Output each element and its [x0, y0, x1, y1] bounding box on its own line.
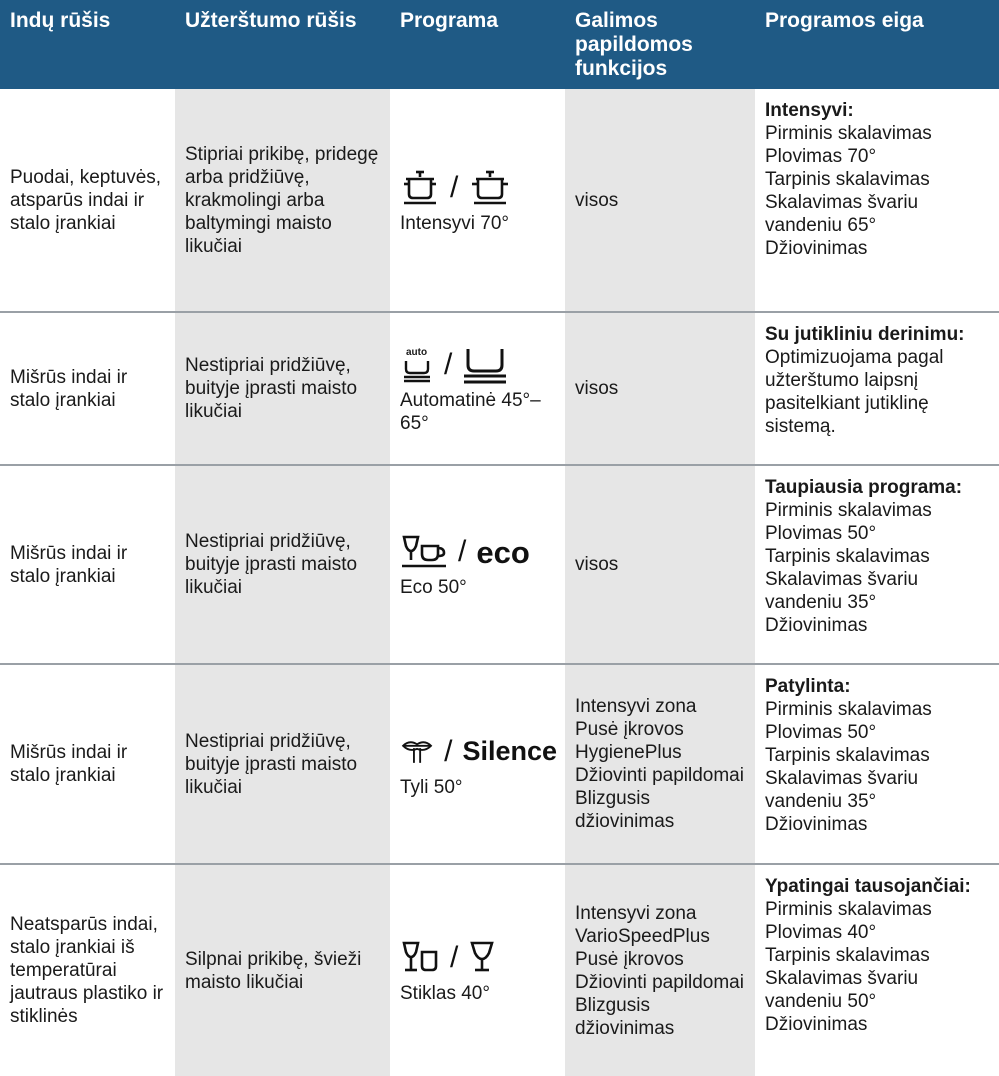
header-dish-type: Indų rūšis	[0, 0, 175, 89]
program-flow-title: Intensyvi:	[765, 100, 854, 121]
wine-glass-icon	[468, 938, 496, 978]
separator-slash: /	[450, 941, 459, 974]
function-item: Pusė įkrovos	[575, 719, 684, 740]
program-flow-title: Patylinta:	[765, 676, 851, 697]
table-row	[0, 664, 999, 864]
flow-step: Plovimas 40°	[765, 922, 877, 943]
header-program-flow: Programos eiga	[755, 0, 999, 89]
program-name: Tyli 50°	[400, 776, 463, 798]
eco-label: eco	[476, 534, 530, 570]
flow-step: Optimizuojama pagal užterštumo laipsnį pasitelkiant jutiklinę sistemą.	[765, 347, 944, 437]
functions-cell	[565, 89, 755, 312]
program-name: Stiklas 40°	[400, 983, 490, 1004]
dish-type-cell: Puodai, keptuvės, atsparūs indai ir stalo įrankiai	[0, 89, 175, 312]
auto-dish-icon	[400, 345, 434, 385]
flow-step: Plovimas 50°	[765, 523, 877, 544]
program-flow-title: Su jutikliniu derinimu:	[765, 324, 965, 345]
separator-slash: /	[450, 170, 459, 204]
soil-type-cell: Nestipriai pridžiūvę, buityje įprasti maisto likučiai	[175, 465, 390, 664]
soil-type-cell: Stipriai prikibę, pridegę arba pridžiūvę, krakmolingi arba baltymingi maisto likučiai	[175, 89, 390, 312]
flow-step: Džiovinimas	[765, 814, 868, 835]
dish-stack-icon	[462, 345, 508, 385]
table-row	[0, 312, 999, 465]
flow-step: Pirminis skalavimas	[765, 899, 932, 920]
function-item: Intensyvi zona	[575, 902, 697, 924]
separator-slash: /	[444, 734, 453, 768]
program-flow-cell	[755, 664, 999, 864]
program-flow-cell	[755, 89, 999, 312]
flow-step: Skalavimas švariu vandeniu 50°	[765, 968, 919, 1012]
functions-cell	[565, 864, 755, 1076]
program-name: Intensyvi 70°	[400, 212, 509, 234]
program-flow-cell	[755, 312, 999, 465]
glass-cup-icon	[400, 938, 440, 978]
pot-icon	[468, 168, 512, 208]
flow-step: Džiovinimas	[765, 1014, 868, 1035]
flow-step: Skalavimas švariu vandeniu 35°	[765, 768, 919, 812]
program-flow-title: Ypatingai tausojančiai:	[765, 876, 971, 897]
header-functions: Galimos papildomos funkcijos	[565, 0, 755, 89]
soil-type-cell: Silpnai prikibę, švieži maisto likučiai	[175, 864, 390, 1076]
functions-cell	[565, 312, 755, 465]
table-row	[0, 465, 999, 664]
function-item: visos	[575, 378, 619, 399]
flow-step: Pirminis skalavimas	[765, 500, 932, 521]
program-cell	[390, 312, 565, 465]
silence-label: Silence	[462, 736, 557, 766]
table-header	[0, 0, 999, 89]
flow-step: Tarpinis skalavimas	[765, 169, 930, 190]
flow-step: Skalavimas švariu vandeniu 35°	[765, 569, 919, 613]
function-item: Blizgusis džiovinimas	[575, 994, 675, 1039]
table-row	[0, 89, 999, 312]
pot-with-lid-icon	[400, 168, 440, 208]
program-name: Eco 50°	[400, 577, 467, 598]
flow-step: Skalavimas švariu vandeniu 65°	[765, 192, 919, 236]
flow-step: Tarpinis skalavimas	[765, 745, 930, 766]
function-item: Džiovinti papildomai	[575, 765, 744, 786]
function-item: Džiovinti papildomai	[575, 971, 744, 993]
program-flow-cell	[755, 864, 999, 1076]
program-cell	[390, 465, 565, 664]
flow-step: Tarpinis skalavimas	[765, 546, 930, 567]
function-item: Intensyvi zona	[575, 696, 697, 717]
flow-step: Džiovinimas	[765, 615, 868, 636]
function-item: visos	[575, 554, 619, 575]
program-flow-cell	[755, 465, 999, 664]
function-item: HygienePlus	[575, 742, 682, 763]
function-item: visos	[575, 189, 619, 211]
glass-cup-icon	[400, 532, 448, 572]
function-item: Blizgusis džiovinimas	[575, 788, 675, 832]
header-soil-type: Užterštumo rūšis	[175, 0, 390, 89]
flow-step: Plovimas 50°	[765, 722, 877, 743]
auto-label: auto	[406, 346, 428, 358]
dish-type-cell: Mišrūs indai ir stalo įrankiai	[0, 312, 175, 465]
soil-type-cell: Nestipriai pridžiūvę, buityje įprasti maisto likučiai	[175, 664, 390, 864]
function-item: VarioSpeedPlus	[575, 925, 710, 947]
flow-step: Plovimas 70°	[765, 146, 877, 167]
soil-type-cell: Nestipriai pridžiūvę, buityje įprasti maisto likučiai	[175, 312, 390, 465]
separator-slash: /	[444, 347, 453, 381]
header-program: Programa	[390, 0, 565, 89]
program-name: Automatinė 45°– 65°	[400, 389, 541, 434]
program-flow-title: Taupiausia programa:	[765, 477, 963, 498]
lips-quiet-icon	[400, 732, 434, 772]
program-cell	[390, 664, 565, 864]
program-cell	[390, 89, 565, 312]
dish-type-cell: Mišrūs indai ir stalo įrankiai	[0, 465, 175, 664]
program-cell	[390, 864, 565, 1076]
flow-step: Tarpinis skalavimas	[765, 945, 930, 966]
functions-cell	[565, 664, 755, 864]
dish-type-cell: Neatsparūs indai, stalo įrankiai iš temperatūrai jautraus plastiko ir stiklinės	[10, 914, 164, 1027]
separator-slash: /	[458, 535, 467, 568]
functions-cell	[565, 465, 755, 664]
function-item: Pusė įkrovos	[575, 948, 684, 970]
flow-step: Pirminis skalavimas	[765, 699, 932, 720]
flow-step: Pirminis skalavimas	[765, 123, 932, 144]
dish-type-cell: Mišrūs indai ir stalo įrankiai	[0, 664, 175, 864]
table-row	[0, 864, 999, 1076]
flow-step: Džiovinimas	[765, 238, 868, 259]
